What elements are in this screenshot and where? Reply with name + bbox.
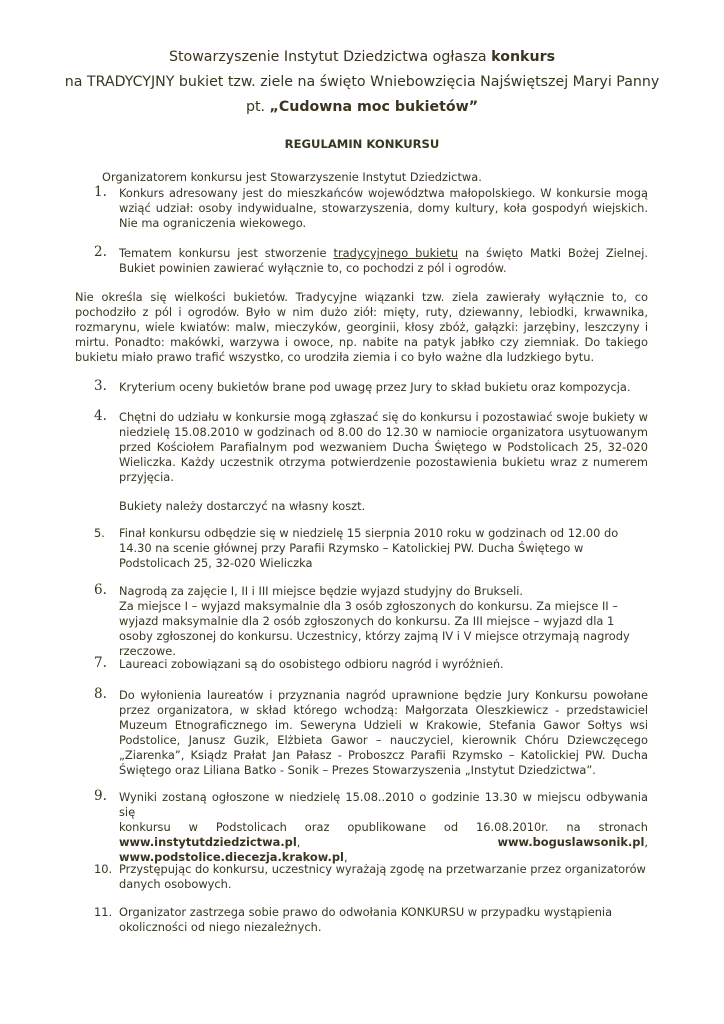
rule-text-part: na święto Matki Bożej Zielnej. Bukiet powinien zawierać wyłącznie to, co pochodzi z pól i ogrodów. (119, 246, 648, 275)
rule-text: Organizator zastrzega sobie prawo do odwołania KONKURSU w przypadku wystąpienia okoliczności od niego niezależnych. (119, 905, 613, 934)
url-instytut-dziedzictwa-link[interactable]: www.instytutdziedzictwa.pl (119, 835, 297, 849)
title-line-1-bold: konkurs (491, 49, 556, 65)
rule-item-4 (94, 410, 648, 514)
title-line-1-text: Stowarzyszenie Instytut Dziedzictwa ogłasza (168, 49, 492, 65)
title-line-2: na TRADYCYJNY bukiet tzw. ziele na święto Wniebowzięcia Najświętszej Maryi Panny (64, 74, 660, 90)
url-podstolice-link[interactable]: www.podstolice.diecezja.krakow.pl (119, 850, 344, 864)
rule-item-3 (94, 380, 648, 395)
rule-item-6 (94, 584, 648, 659)
rule-item-2 (94, 246, 648, 276)
rule-text-line: Wyniki zostaną ogłoszone w niedzielę 15.08..2010 o godzinie 13.30 w miejscu odbywania się (119, 790, 648, 819)
url-group-2 (497, 835, 648, 850)
bouquet-description-paragraph: Nie określa się wielkości bukietów. Tradycyjne wiązanki tzw. ziela zawierały wyłącznie to, co pochodziło z pól i ogrodów. Było w nim dużo ziół: mięty, ruty, dziewanny, lebiodki, krwawnika, rozmarynu, wiele kwiatów: malw, mieczyków, georginii, kłosy zbóż, gałązki: jarzębiny, leszczyny i mirtu. Ponadto: makówki, warzywa i owoce, np. nabite na patyk jabłko czy ziemniak. Do takiego bukietu miało prawo trafić wszystko, co urodziła ziemia i co było ważne dla ludzkiego bytu. (75, 290, 648, 364)
rule-number: 4. (94, 408, 107, 424)
rule-text: Finał konkursu odbędzie się w niedzielę 15 sierpnia 2010 roku w godzinach od 12.00 do 14.30 na scenie głównej przy Parafii Rzymsko – Katolickiej PW. Ducha Świętego w Podstolicach 25, 32-020 Wieliczka (119, 526, 619, 570)
rule-number: 11. (94, 905, 113, 919)
rule-number: 2. (94, 244, 107, 260)
rule-number: 3. (94, 378, 107, 394)
rule-text (119, 246, 648, 276)
rule-text-line: Nagrodą za zajęcie I, II i III miejsce będzie wyjazd studyjny do Brukseli. (119, 584, 524, 598)
rule-number: 8. (94, 686, 107, 702)
rule-item-5 (94, 526, 648, 571)
title-line-3-text: pt. (245, 99, 270, 115)
url-separator: , (644, 835, 648, 849)
title-line-1 (0, 47, 724, 67)
url-separator: , (343, 850, 348, 864)
rule-note: Bukiety należy dostarczyć na własny koszt. (119, 499, 366, 513)
rule-text-part: Tematem konkursu jest stworzenie (119, 246, 334, 260)
rule-item-8 (94, 688, 648, 778)
rule-number: 5. (94, 526, 105, 540)
url-separator: , (296, 835, 301, 849)
regulations-heading: REGULAMIN KONKURSU (284, 137, 440, 151)
organizer-intro: Organizatorem konkursu jest Stowarzyszenie Instytut Dziedzictwa. (102, 170, 482, 184)
rule-text (119, 584, 648, 659)
rule-number: 1. (94, 184, 107, 200)
title-line-3-bold: „Cudowna moc bukietów” (269, 99, 479, 115)
title-line-3 (0, 97, 724, 117)
rule-text: Kryterium oceny bukietów brane pod uwagę przez Jury to skład bukietu oraz kompozycja. (119, 380, 631, 394)
url-line (119, 835, 648, 850)
rule-number: 10. (94, 862, 113, 876)
rule-text: Laureaci zobowiązani są do osobistego odbioru nagród i wyróżnień. (119, 657, 504, 671)
url-group-1 (119, 835, 300, 850)
rule-text: Do wyłonienia laureatów i przyznania nagród uprawnione będzie Jury Konkursu powołane przez organizatora, w skład którego wchodzą: Małgorzata Oleszkiewicz - przedstawiciel Muzeum Etnograficznego im. Seweryna Udzieli w Krakowie, Stefania Gawor Sołtys wsi Podstolice, Janusz Guzik, Elżbieta Gawor – nauczyciel, kierownik Chóru Dziewczęcego „Ziarenka”, Ksiądz Prałat Jan Pałasz - Proboszcz Parafii Rzymsko – Katolickiej PW. Ducha Świętego oraz Liliana Batko - Sonik – Prezes Stowarzyszenia „Instytut Dziedzictwa”. (119, 688, 648, 777)
url-boguslawsonik-link[interactable]: www.boguslawsonik.pl (497, 835, 645, 849)
rule-number: 7. (94, 655, 107, 671)
rule-text: Konkurs adresowany jest do mieszkańców województwa małopolskiego. W konkursie mogą wziąć udział: osoby indywidualne, stowarzyszenia, domy kultury, koła gospodyń wiejskich. Nie ma ograniczenia wiekowego. (119, 186, 648, 230)
rule-number: 6. (94, 582, 107, 598)
rule-text-part: Za miejsce I – wyjazd maksymalnie dla 3 osób zgłoszonych do konkursu. Za miejsce II – wyjazd maksymalnie dla 2 osób zgłoszonych do konkursu. Za III miejsce – wyjazd dla 1 osoby zgłoszonej do konkursu. Uczestnicy, którzy zajmą IV i V miejsce otrzymają nagrody rzeczowe. (119, 599, 630, 658)
rule-number: 9. (94, 788, 107, 804)
rule-text (119, 790, 648, 865)
rule-text-line: konkursu w Podstolicach oraz opublikowane od 16.08.2010r. na stronach (119, 820, 648, 834)
rule-text: Chętni do udziału w konkursie mogą zgłaszać się do konkursu i pozostawiać swoje bukiety w niedzielę 15.08.2010 w godzinach od 8.00 do 12.30 w namiocie organizatora usytuowanym przed Kościołem Parafialnym pod wezwaniem Ducha Świętego w Podstolicach 25, 32-020 Wieliczka. Każdy uczestnik otrzyma potwierdzenie pozostawienia bukietu wraz z numerem przyjęcia. (119, 410, 648, 484)
rule-item-1 (94, 186, 648, 231)
rule-item-7 (94, 657, 648, 672)
rule-item-10 (94, 862, 648, 892)
rule-text: Przystępując do konkursu, uczestnicy wyrażają zgodę na przetwarzanie przez organizatorów danych osobowych. (119, 862, 646, 891)
rule-text-underlined: tradycyjnego bukietu (333, 246, 459, 260)
rule-item-9 (94, 790, 648, 865)
rule-item-11 (94, 905, 648, 935)
